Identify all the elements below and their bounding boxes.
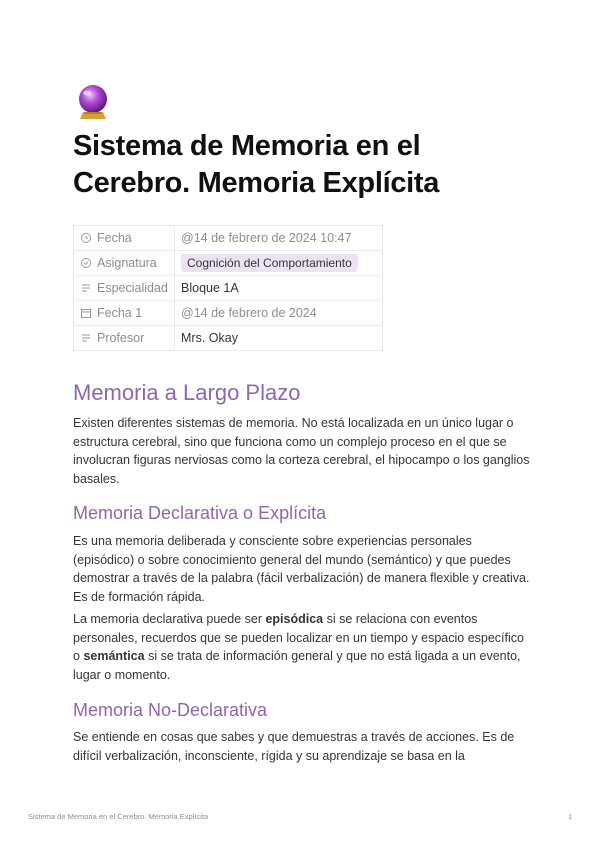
- property-label: Fecha: [97, 231, 132, 245]
- footer-page-number: 1: [568, 812, 573, 821]
- property-row-fecha[interactable]: [74, 226, 383, 251]
- text-icon: [80, 282, 92, 294]
- property-value[interactable]: @14 de febrero de 2024: [175, 301, 383, 326]
- section-heading-long-term-memory: Memoria a Largo Plazo: [73, 380, 301, 405]
- paragraph-declarative-types: [73, 610, 531, 684]
- property-row-fecha-1[interactable]: [74, 301, 383, 326]
- subject-tag[interactable]: Cognición del Comportamiento: [181, 254, 358, 272]
- property-value[interactable]: Bloque 1A: [175, 276, 383, 301]
- property-row-especialidad[interactable]: [74, 276, 383, 301]
- property-value[interactable]: @14 de febrero de 2024 10:47: [175, 226, 383, 251]
- text-run: si se relaciona con eventos personales, recuerdos que se pueden localizar en un tiempo y espacio específico o: [73, 612, 524, 663]
- property-label: Profesor: [97, 331, 145, 345]
- paragraph: Existen diferentes sistemas de memoria. No está localizada en un único lugar o estructura cerebral, sino que funciona como un complejo proceso en el que se involucran figuras nerviosas como la corteza cerebral, el hipocampo o los ganglios basales.: [73, 416, 530, 486]
- paragraph: Se entiende en cosas que sabes y que demuestras a través de acciones. Es de difícil verbalización, inconsciente, rígida y su aprendizaje se basa en la: [73, 730, 515, 763]
- properties-table: [73, 225, 383, 351]
- bold-term-episodica: episódica: [265, 612, 324, 626]
- clock-icon: [80, 232, 92, 244]
- property-row-profesor[interactable]: [74, 326, 383, 351]
- section-heading-declarative-memory: Memoria Declarativa o Explícita: [73, 503, 327, 523]
- section-heading-non-declarative-memory: Memoria No-Declarativa: [73, 700, 268, 720]
- property-row-asignatura[interactable]: [74, 251, 383, 276]
- footer-title: Sistema de Memoria en el Cerebro. Memoria Explícita: [28, 812, 209, 821]
- property-value[interactable]: Mrs. Okay: [175, 326, 383, 351]
- crystal-ball-icon: [73, 82, 113, 122]
- text-run: si se trata de información general y que no está ligada a un evento, lugar o momento.: [73, 649, 521, 682]
- calendar-icon: [80, 307, 92, 319]
- paragraph: Es una memoria deliberada y consciente sobre experiencias personales (episódico) o sobre conocimiento general del mundo (semántico) y que puedes demostrar a través de la palabra (fácil verbalización) de manera flexible y creativa. Es de formación rápida.: [73, 534, 530, 604]
- text-icon: [80, 332, 92, 344]
- page-title: Sistema de Memoria en el Cerebro. Memoria Explícita: [73, 130, 440, 199]
- select-icon: [80, 257, 92, 269]
- property-label: Fecha 1: [97, 306, 143, 320]
- property-label: Especialidad: [97, 281, 168, 295]
- text-run: La memoria declarativa puede ser: [73, 612, 266, 626]
- bold-term-semantica: semántica: [83, 649, 145, 663]
- property-label: Asignatura: [97, 256, 157, 270]
